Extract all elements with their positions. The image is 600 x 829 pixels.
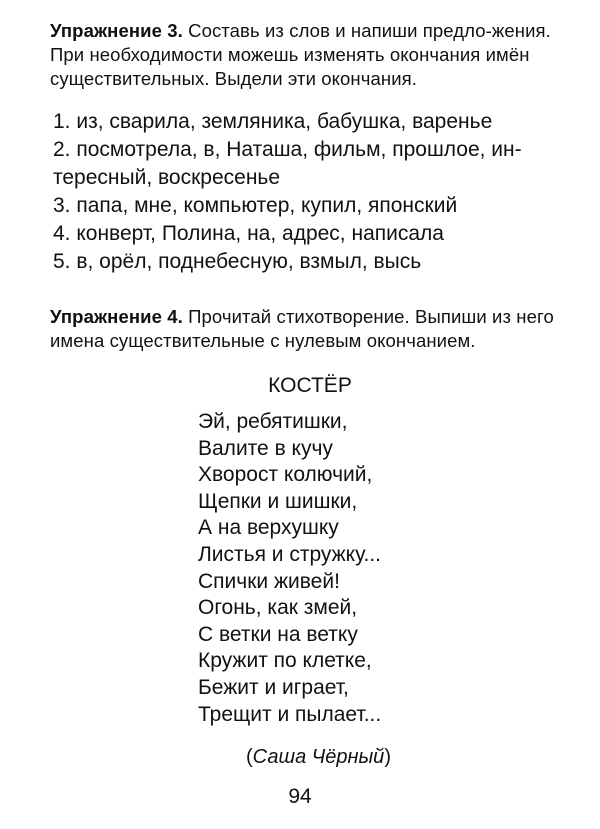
author-paren-open: (: [246, 746, 253, 768]
poem-author: [246, 744, 391, 770]
poem-line: Кружит по клетке,: [198, 649, 372, 673]
exercise-3-title: Упражнение 3.: [50, 20, 183, 41]
exercise-4-instruction: Прочитай стихотворение. Выпиши из него имена существительные с нулевым окончанием.: [50, 306, 554, 351]
poem-line: С ветки на ветку: [198, 622, 358, 646]
poem-body: [198, 409, 528, 728]
poem-line: Трещит и пылает...: [198, 702, 382, 726]
exercise-4-header: [50, 305, 580, 353]
poem-line: Валите в кучу: [198, 436, 333, 460]
exercise-3-word-list: [50, 108, 580, 276]
exercise-3-header: [50, 19, 580, 91]
poem-line: Листья и стружку...: [198, 542, 382, 566]
poem-title: КОСТЁР: [268, 374, 352, 397]
poem-line: Бежит и играет,: [198, 675, 349, 699]
poem-line: Хворост колючий,: [198, 463, 373, 487]
exercise-4-title: Упражнение 4.: [50, 306, 183, 327]
word-list-item-2: 2. посмотрела, в, Наташа, фильм, прошлое, ин-тересный, воскресенье: [53, 138, 522, 189]
poem-line: А на верхушку: [198, 516, 339, 540]
page-number: 94: [288, 785, 312, 808]
word-list-item-1: 1. из, сварила, земляника, бабушка, варенье: [53, 110, 493, 133]
poem-line: Эй, ребятишки,: [198, 410, 348, 433]
word-list-item-5: 5. в, орёл, поднебесную, взмыл, высь: [53, 250, 422, 273]
poem-line: Спички живей!: [198, 569, 340, 593]
poem-line: Огонь, как змей,: [198, 596, 358, 620]
author-name: Саша Чёрный: [252, 746, 385, 768]
poem-line: Щепки и шишки,: [198, 489, 358, 513]
author-paren-close: ): [384, 746, 391, 768]
word-list-item-3: 3. папа, мне, компьютер, купил, японский: [53, 194, 458, 217]
word-list-item-4: 4. конверт, Полина, на, адрес, написала: [53, 222, 444, 245]
exercise-3-instruction: Составь из слов и напиши предло-жения. При необходимости можешь изменять окончания имён существительных. Выдели эти окончания.: [50, 20, 551, 89]
